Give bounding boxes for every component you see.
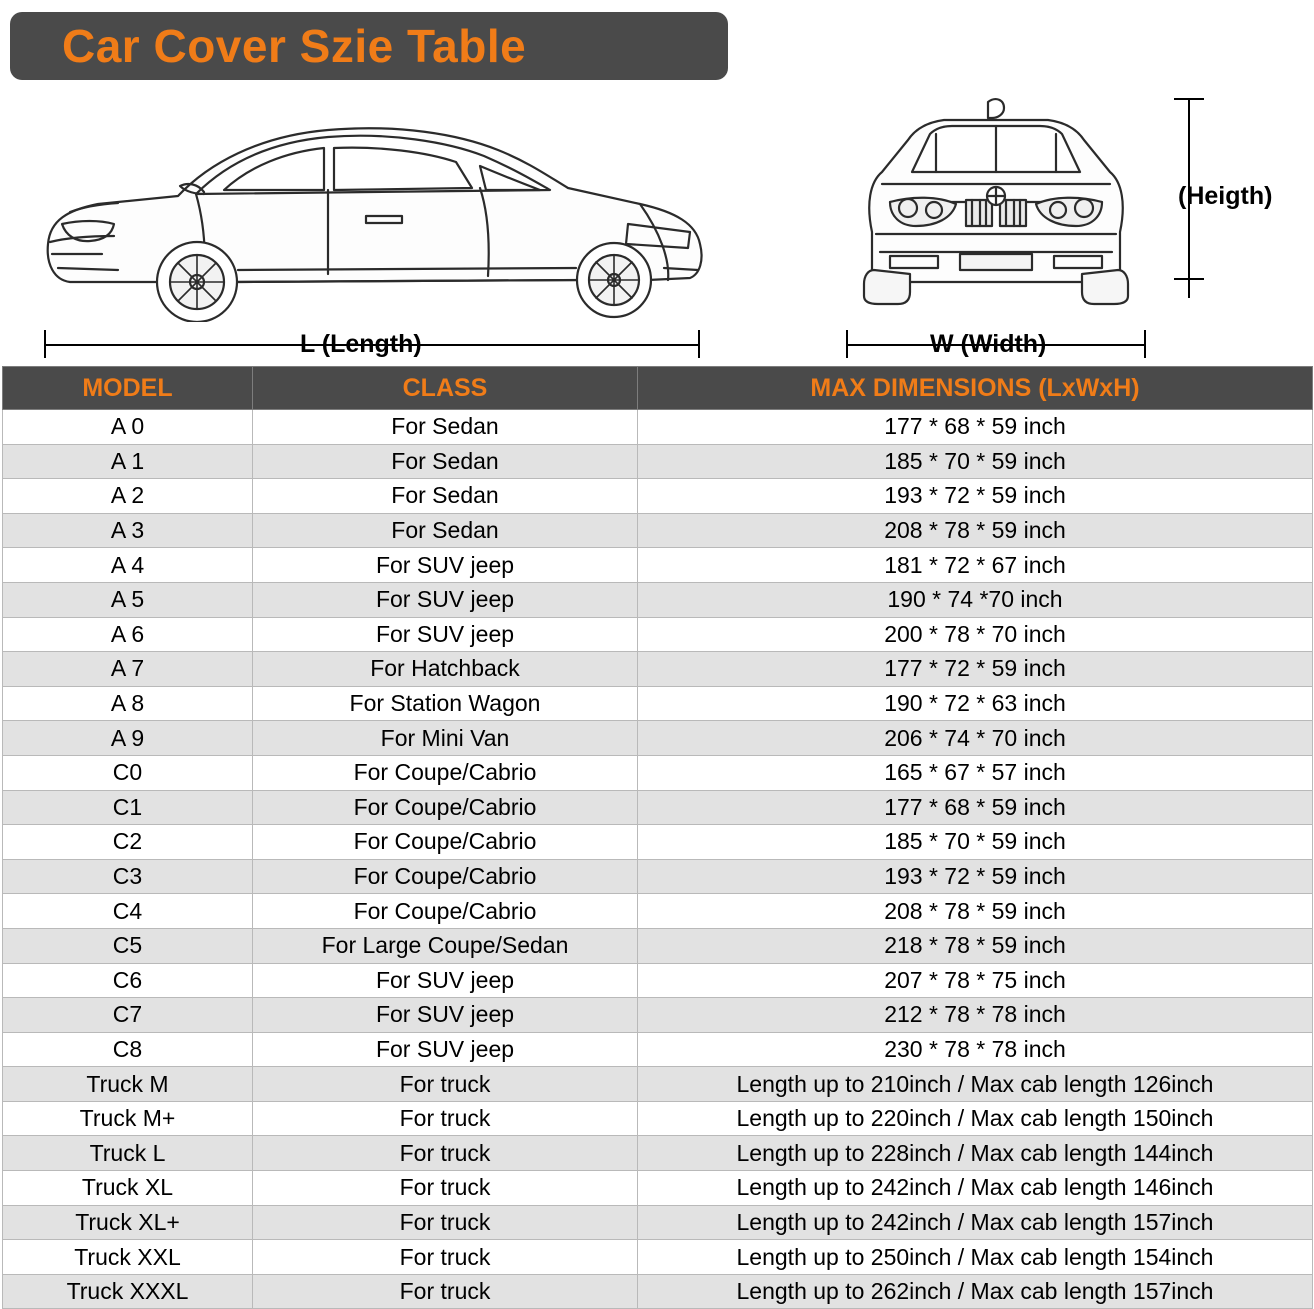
table-row: [3, 617, 1313, 652]
cell-class: For Coupe/Cabrio: [253, 859, 638, 894]
table-row: [3, 1171, 1313, 1206]
cell-dimensions: 206 * 74 * 70 inch: [638, 721, 1313, 756]
cell-dimensions: Length up to 210inch / Max cab length 126inch: [638, 1067, 1313, 1102]
table-row: [3, 963, 1313, 998]
table-row: [3, 1136, 1313, 1171]
length-label: L (Length): [300, 330, 422, 358]
table-row: [3, 1274, 1313, 1309]
cell-class: For Coupe/Cabrio: [253, 790, 638, 825]
cell-model: Truck M+: [3, 1101, 253, 1136]
table-row: [3, 548, 1313, 583]
height-measure-tick-bottom: [1174, 278, 1204, 280]
cell-class: For SUV jeep: [253, 1032, 638, 1067]
cell-dimensions: 177 * 68 * 59 inch: [638, 790, 1313, 825]
cell-class: For truck: [253, 1136, 638, 1171]
cell-dimensions: 230 * 78 * 78 inch: [638, 1032, 1313, 1067]
diagram-area: [0, 82, 1314, 364]
cell-dimensions: Length up to 242inch / Max cab length 146inch: [638, 1171, 1313, 1206]
cell-model: C1: [3, 790, 253, 825]
cell-class: For Coupe/Cabrio: [253, 825, 638, 860]
cell-dimensions: 207 * 78 * 75 inch: [638, 963, 1313, 998]
cell-model: C2: [3, 825, 253, 860]
cell-class: For truck: [253, 1067, 638, 1102]
cell-dimensions: 185 * 70 * 59 inch: [638, 444, 1313, 479]
cell-dimensions: 193 * 72 * 59 inch: [638, 859, 1313, 894]
cell-class: For Sedan: [253, 479, 638, 514]
column-header-dimensions: MAX DIMENSIONS (LxWxH): [638, 367, 1313, 410]
cell-model: C0: [3, 755, 253, 790]
table-row: [3, 1205, 1313, 1240]
height-label: (Heigth): [1178, 182, 1273, 210]
cell-model: Truck XXXL: [3, 1274, 253, 1309]
cell-class: For Hatchback: [253, 652, 638, 687]
cell-class: For Sedan: [253, 444, 638, 479]
title-banner: [10, 12, 728, 80]
height-measure-tick-top: [1174, 98, 1204, 100]
cell-class: For SUV jeep: [253, 617, 638, 652]
cell-model: A 4: [3, 548, 253, 583]
cell-class: For SUV jeep: [253, 998, 638, 1033]
length-measure-tick-right: [698, 330, 700, 358]
cell-model: A 5: [3, 582, 253, 617]
cell-model: Truck XL: [3, 1171, 253, 1206]
cell-class: For SUV jeep: [253, 582, 638, 617]
cell-dimensions: 165 * 67 * 57 inch: [638, 755, 1313, 790]
table-row: [3, 513, 1313, 548]
cell-model: A 3: [3, 513, 253, 548]
table-row: [3, 721, 1313, 756]
cell-model: A 8: [3, 686, 253, 721]
cell-class: For Sedan: [253, 513, 638, 548]
cell-dimensions: 212 * 78 * 78 inch: [638, 998, 1313, 1033]
cell-model: A 9: [3, 721, 253, 756]
cell-model: A 0: [3, 410, 253, 445]
cell-dimensions: 181 * 72 * 67 inch: [638, 548, 1313, 583]
cell-dimensions: 177 * 72 * 59 inch: [638, 652, 1313, 687]
cell-dimensions: 190 * 74 *70 inch: [638, 582, 1313, 617]
table-row: [3, 790, 1313, 825]
table-row: [3, 582, 1313, 617]
cell-model: A 6: [3, 617, 253, 652]
cell-dimensions: Length up to 250inch / Max cab length 154inch: [638, 1240, 1313, 1275]
cell-model: A 2: [3, 479, 253, 514]
table-row: [3, 686, 1313, 721]
table-row: [3, 998, 1313, 1033]
size-table: [2, 366, 1313, 1309]
table-row: [3, 1101, 1313, 1136]
cell-class: For Coupe/Cabrio: [253, 894, 638, 929]
cell-class: For Large Coupe/Sedan: [253, 928, 638, 963]
table-row: [3, 755, 1313, 790]
cell-dimensions: Length up to 228inch / Max cab length 144inch: [638, 1136, 1313, 1171]
cell-model: C8: [3, 1032, 253, 1067]
table-row: [3, 1032, 1313, 1067]
cell-class: For truck: [253, 1205, 638, 1240]
cell-dimensions: 190 * 72 * 63 inch: [638, 686, 1313, 721]
table-row: [3, 479, 1313, 514]
cell-model: C4: [3, 894, 253, 929]
cell-model: C3: [3, 859, 253, 894]
table-row: [3, 825, 1313, 860]
cell-class: For Sedan: [253, 410, 638, 445]
table-row: [3, 1067, 1313, 1102]
cell-model: Truck L: [3, 1136, 253, 1171]
table-row: [3, 928, 1313, 963]
cell-class: For truck: [253, 1171, 638, 1206]
column-header-model: MODEL: [3, 367, 253, 410]
cell-dimensions: Length up to 242inch / Max cab length 157inch: [638, 1205, 1313, 1240]
page-title: Car Cover Szie Table: [62, 20, 527, 72]
cell-model: Truck XL+: [3, 1205, 253, 1240]
cell-dimensions: Length up to 262inch / Max cab length 157inch: [638, 1274, 1313, 1309]
table-row: [3, 410, 1313, 445]
cell-class: For Station Wagon: [253, 686, 638, 721]
cell-dimensions: 177 * 68 * 59 inch: [638, 410, 1313, 445]
cell-class: For Coupe/Cabrio: [253, 755, 638, 790]
cell-model: Truck XXL: [3, 1240, 253, 1275]
cell-model: Truck M: [3, 1067, 253, 1102]
cell-dimensions: 208 * 78 * 59 inch: [638, 513, 1313, 548]
cell-class: For truck: [253, 1240, 638, 1275]
cell-dimensions: 193 * 72 * 59 inch: [638, 479, 1313, 514]
cell-class: For Mini Van: [253, 721, 638, 756]
cell-dimensions: Length up to 220inch / Max cab length 150inch: [638, 1101, 1313, 1136]
column-header-class: CLASS: [253, 367, 638, 410]
table-row: [3, 1240, 1313, 1275]
cell-dimensions: 208 * 78 * 59 inch: [638, 894, 1313, 929]
cell-model: A 1: [3, 444, 253, 479]
table-body: [3, 410, 1313, 1309]
table-row: [3, 652, 1313, 687]
table-row: [3, 444, 1313, 479]
table-row: [3, 859, 1313, 894]
length-measure-tick-left: [44, 330, 46, 358]
cell-class: For SUV jeep: [253, 548, 638, 583]
cell-dimensions: 218 * 78 * 59 inch: [638, 928, 1313, 963]
cell-dimensions: 185 * 70 * 59 inch: [638, 825, 1313, 860]
cell-class: For SUV jeep: [253, 963, 638, 998]
width-measure-tick-right: [1144, 330, 1146, 358]
width-measure-tick-left: [846, 330, 848, 358]
side-view-car-illustration: [28, 92, 718, 322]
front-view-car-illustration: [820, 84, 1170, 314]
cell-model: A 7: [3, 652, 253, 687]
table-header-row: [3, 367, 1313, 410]
cell-model: C7: [3, 998, 253, 1033]
cell-model: C5: [3, 928, 253, 963]
cell-dimensions: 200 * 78 * 70 inch: [638, 617, 1313, 652]
cell-model: C6: [3, 963, 253, 998]
width-label: W (Width): [930, 330, 1047, 358]
table-row: [3, 894, 1313, 929]
cell-class: For truck: [253, 1101, 638, 1136]
cell-class: For truck: [253, 1274, 638, 1309]
